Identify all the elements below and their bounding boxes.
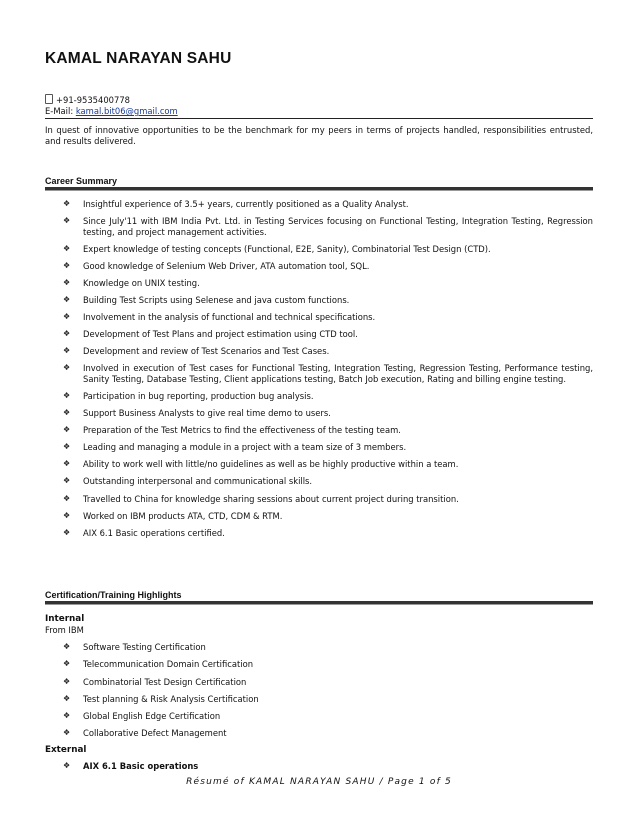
list-item [63,363,593,384]
diamond-bullet-icon: ❖ [63,390,71,400]
career-summary-divider [45,187,593,191]
diamond-bullet-icon: ❖ [63,312,71,322]
objective-text: In quest of innovative opportunities to be the benchmark for my peers in terms of projects handled, responsibilities entrusted, and results delivered. [45,125,593,146]
diamond-bullet-icon: ❖ [63,527,71,537]
phone-line [45,94,178,106]
list-item-text: AIX 6.1 Basic operations certified. [83,527,225,538]
list-item [63,694,593,705]
list-item-text: Involvement in the analysis of functional and technical specifications. [83,312,376,323]
list-item-text: Insightful experience of 3.5+ years, currently positioned as a Quality Analyst. [83,199,409,209]
header-divider [45,118,593,119]
list-item-text: Involved in execution of Test cases for Functional Testing, Integration Testing, Regression Testing, Performance testing, Sanity Testing, Database Testing, Client applications testing, Batch Job execution, Rating and billing engine testing. [83,363,593,384]
email-line [45,106,178,117]
list-item-text: Ability to work well with little/no guidelines as well as be highly productive within a team. [83,459,459,470]
external-heading: External [45,745,87,755]
diamond-bullet-icon: ❖ [63,711,71,721]
list-item [63,442,593,453]
career-summary-list [63,199,593,545]
list-item-text: Telecommunication Domain Certification [83,659,254,670]
diamond-bullet-icon: ❖ [63,728,71,738]
list-item-text: Collaborative Defect Management [83,728,227,739]
diamond-bullet-icon: ❖ [63,659,71,669]
diamond-bullet-icon: ❖ [63,693,71,703]
contact-block [45,94,178,117]
list-item [63,528,593,539]
email-link[interactable]: kamal.bit06@gmail.com [75,106,178,116]
certification-divider [45,601,593,605]
list-item [63,312,593,323]
diamond-bullet-icon: ❖ [63,346,71,356]
list-item [63,761,593,772]
list-item [63,329,593,340]
list-item-text: Preparation of the Test Metrics to find the effectiveness of the testing team. [83,425,401,436]
list-item [63,408,593,419]
diamond-bullet-icon: ❖ [63,277,71,287]
list-item-text: Outstanding interpersonal and communicational skills. [83,476,313,487]
email-label: E-Mail: [45,106,74,116]
diamond-bullet-icon: ❖ [63,294,71,304]
list-item-text: Leading and managing a module in a project with a team size of 3 members. [83,442,407,453]
list-item-text: Knowledge on UNIX testing. [83,277,200,288]
from-ibm-label: From IBM [45,625,84,635]
list-item-text: Good knowledge of Selenium Web Driver, ATA automation tool, SQL. [83,260,370,271]
external-cert-list [63,761,593,772]
list-item [63,278,593,289]
diamond-bullet-icon: ❖ [63,761,71,770]
list-item-text: Development and review of Test Scenarios and Test Cases. [83,346,330,357]
list-item-text: Building Test Scripts using Selenese and java custom functions. [83,294,350,305]
list-item-text: Development of Test Plans and project estimation using CTD tool. [83,329,358,340]
list-item [63,459,593,470]
list-item [63,346,593,357]
page-footer: Résumé of KAMAL NARAYAN SAHU / Page 1 of 5 [186,777,452,787]
list-item [63,425,593,436]
diamond-bullet-icon: ❖ [63,363,71,373]
list-item [63,711,593,722]
phone-icon [45,94,53,104]
diamond-bullet-icon: ❖ [63,199,71,208]
candidate-name: KAMAL NARAYAN SAHU [45,50,232,67]
diamond-bullet-icon: ❖ [63,459,71,469]
diamond-bullet-icon: ❖ [63,408,71,418]
list-item [63,511,593,522]
list-item [63,244,593,255]
list-item-text: Global English Edge Certification [83,711,221,722]
internal-heading: Internal [45,614,85,624]
diamond-bullet-icon: ❖ [63,676,71,686]
list-item [63,642,593,653]
list-item-text: Travelled to China for knowledge sharing sessions about current project during transition. [83,493,459,504]
list-item [63,476,593,487]
diamond-bullet-icon: ❖ [63,216,71,226]
diamond-bullet-icon: ❖ [63,442,71,452]
list-item-text: Since July'11 with IBM India Pvt. Ltd. in Testing Services focusing on Functional Testing, Integration Testing, Regression testing, and project management activities. [83,216,593,237]
career-summary-title: Career Summary [45,176,118,186]
list-item-text: Worked on IBM products ATA, CTD, CDM & RTM. [83,510,283,521]
diamond-bullet-icon: ❖ [63,329,71,339]
list-item [63,728,593,739]
list-item [63,677,593,688]
list-item-text: Test planning & Risk Analysis Certification [83,693,259,704]
diamond-bullet-icon: ❖ [63,476,71,486]
list-item [63,391,593,402]
diamond-bullet-icon: ❖ [63,493,71,503]
diamond-bullet-icon: ❖ [63,425,71,435]
diamond-bullet-icon: ❖ [63,642,71,651]
list-item-text: Expert knowledge of testing concepts (Functional, E2E, Sanity), Combinatorial Test Design (CTD). [83,243,491,254]
internal-cert-list [63,642,593,746]
list-item [63,659,593,670]
list-item [63,494,593,505]
list-item-text: Software Testing Certification [83,642,206,652]
diamond-bullet-icon: ❖ [63,260,71,270]
list-item [63,199,593,210]
list-item [63,295,593,306]
list-item [63,216,593,237]
list-item-text: Combinatorial Test Design Certification [83,676,247,687]
diamond-bullet-icon: ❖ [63,243,71,253]
list-item-text: Participation in bug reporting, production bug analysis. [83,390,314,401]
diamond-bullet-icon: ❖ [63,510,71,520]
phone-number: +91-9535400778 [56,95,130,105]
certification-title: Certification/Training Highlights [45,590,182,600]
list-item-text: AIX 6.1 Basic operations [83,761,199,771]
list-item-text: Support Business Analysts to give real time demo to users. [83,408,331,419]
list-item [63,261,593,272]
